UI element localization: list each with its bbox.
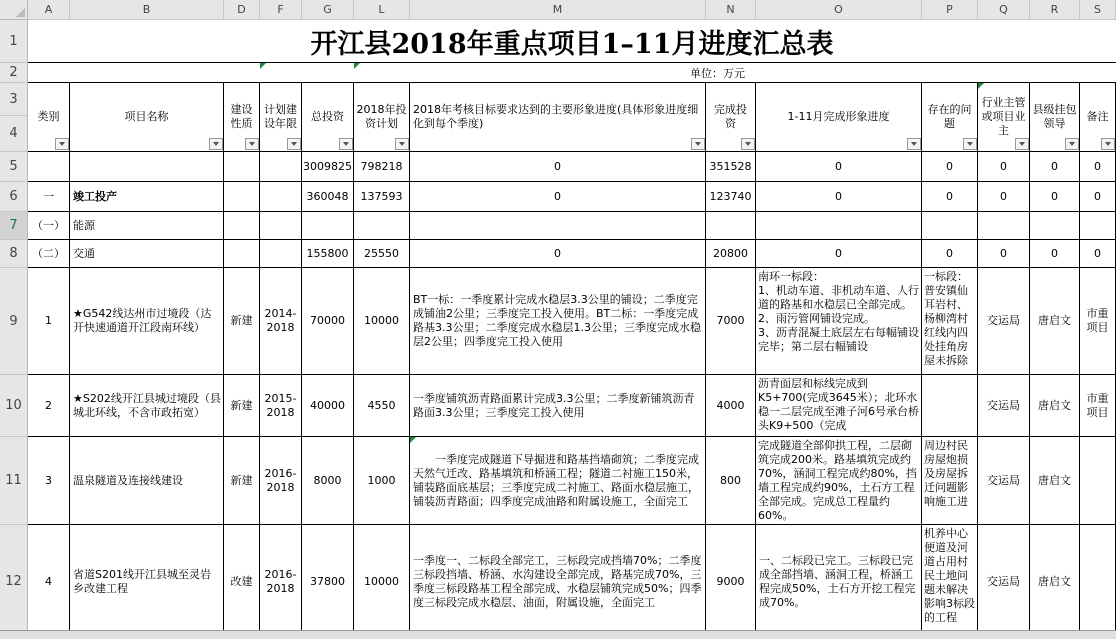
- cell-period[interactable]: [260, 182, 302, 212]
- column-header-b[interactable]: B: [70, 0, 224, 20]
- header-category[interactable]: 类别: [28, 83, 70, 152]
- cell-progress[interactable]: 0: [756, 152, 922, 182]
- cell-category[interactable]: 2: [28, 375, 70, 437]
- cell-target[interactable]: [410, 212, 706, 240]
- cell-note[interactable]: 0: [1080, 152, 1116, 182]
- header-total-investment[interactable]: 总投资: [302, 83, 354, 152]
- comment-marker: [354, 63, 360, 69]
- cell-plan[interactable]: 1000: [354, 437, 410, 525]
- row-header-7[interactable]: 7: [0, 212, 28, 240]
- cell-dept[interactable]: 0: [978, 240, 1030, 268]
- cell-leader[interactable]: 唐启文: [1030, 268, 1080, 375]
- column-header-a[interactable]: A: [28, 0, 70, 20]
- unit-label[interactable]: 单位：万元: [690, 67, 745, 80]
- header-nature[interactable]: 建设性质: [224, 83, 260, 152]
- cell-total[interactable]: 3009825: [302, 152, 354, 182]
- filter-dropdown-issues[interactable]: [963, 138, 977, 150]
- cell-name[interactable]: 交通: [70, 240, 224, 268]
- cell-total[interactable]: 37800: [302, 525, 354, 639]
- cell-leader[interactable]: 0: [1030, 240, 1080, 268]
- cell-done[interactable]: 20800: [706, 240, 756, 268]
- cell-dept[interactable]: 0: [978, 182, 1030, 212]
- cell-total[interactable]: 8000: [302, 437, 354, 525]
- row-header-11[interactable]: 11: [0, 437, 28, 525]
- cell-plan[interactable]: 137593: [354, 182, 410, 212]
- cell-leader[interactable]: 0: [1030, 182, 1080, 212]
- header-leader[interactable]: 县级挂包领导: [1030, 83, 1080, 152]
- column-header-q[interactable]: Q: [978, 0, 1030, 20]
- header-issues[interactable]: 存在的问题: [922, 83, 978, 152]
- cell-issues[interactable]: 一标段：普安镇仙耳岩村、杨柳湾村红线内四处挂角房屋未拆除: [922, 268, 978, 375]
- cell-target[interactable]: 0: [410, 240, 706, 268]
- cell-done[interactable]: 9000: [706, 525, 756, 639]
- cell-nature[interactable]: [224, 212, 260, 240]
- cell-total[interactable]: 70000: [302, 268, 354, 375]
- cell-leader[interactable]: [1030, 212, 1080, 240]
- row-header-3[interactable]: 3: [0, 83, 28, 116]
- cell-target[interactable]: 一季度一、二标段全部完工，三标段完成挡墙70%；二季度三标段挡墙、桥涵、水沟建设全部完成，路基完成70%，三季度三标段路基工程全部完成、水稳层铺筑完成50%；四季度三标段完成水稳层、油面，附属设施，全面完工: [410, 525, 706, 639]
- cell-leader[interactable]: 唐启文: [1030, 525, 1080, 639]
- row-header-2[interactable]: 2: [0, 63, 28, 83]
- row-header-9[interactable]: 9: [0, 268, 28, 375]
- cell-name[interactable]: 省道S201线开江县城至灵岩乡改建工程: [70, 525, 224, 639]
- filter-dropdown-progress[interactable]: [907, 138, 921, 150]
- cell-done[interactable]: 7000: [706, 268, 756, 375]
- cell-nature[interactable]: [224, 182, 260, 212]
- filter-dropdown-category[interactable]: [55, 138, 69, 150]
- cell-note[interactable]: [1080, 437, 1116, 525]
- cell-dept[interactable]: 交运局: [978, 437, 1030, 525]
- cell-name[interactable]: [70, 152, 224, 182]
- cell-note[interactable]: 市重项目: [1080, 375, 1116, 437]
- cell-note[interactable]: 市重项目: [1080, 268, 1116, 375]
- filter-dropdown-total[interactable]: [339, 138, 353, 150]
- cell-plan[interactable]: 25550: [354, 240, 410, 268]
- row-header-5[interactable]: 5: [0, 152, 28, 182]
- cell-progress[interactable]: 南环一标段： 1、机动车道、非机动车道、人行道的路基和水稳层已全部完成。 2、雨污管网铺设完成。 3、沥青混凝土底层左右每幅铺设完毕；第二层右幅铺设: [756, 268, 922, 375]
- header-completed-investment[interactable]: 完成投资: [706, 83, 756, 152]
- header-period[interactable]: 计划建设年限: [260, 83, 302, 152]
- header-plan-2018[interactable]: 2018年投资计划: [354, 83, 410, 152]
- cell-dept[interactable]: 交运局: [978, 375, 1030, 437]
- sheet-title[interactable]: 开江县2018年重点项目1–11月进度汇总表: [28, 20, 1116, 63]
- cell-plan[interactable]: 10000: [354, 525, 410, 639]
- cell-nature[interactable]: 新建: [224, 437, 260, 525]
- cell-total[interactable]: 40000: [302, 375, 354, 437]
- cell-issues[interactable]: 机养中心便道及河道占用村民土地问题未解决影响3标段的工程: [922, 525, 978, 639]
- column-header-d[interactable]: D: [224, 0, 260, 20]
- cell-issues[interactable]: 0: [922, 182, 978, 212]
- cell-category[interactable]: （二）: [28, 240, 70, 268]
- row-header-1[interactable]: 1: [0, 20, 28, 63]
- cell-leader[interactable]: 0: [1030, 152, 1080, 182]
- cell-done[interactable]: 800: [706, 437, 756, 525]
- cell-progress[interactable]: 一、二标段已完工。三标段已完成全部挡墙、涵洞工程，桥涵工程完成50%，土石方开挖工程完成70%。: [756, 525, 922, 639]
- cell-category[interactable]: 3: [28, 437, 70, 525]
- row-header-10[interactable]: 10: [0, 375, 28, 437]
- comment-marker: [260, 63, 266, 69]
- cell-target[interactable]: 一季度完成隧道下导掘进和路基挡墙砌筑；二季度完成天然气迁改、路基填筑和桥涵工程；隧道二衬施工150米，铺装路面底基层；三季度完成二衬施工、路面水稳层施工，铺装沥青路面；四季度完成油路和附属设施工，全面完工: [410, 437, 706, 525]
- cell-period[interactable]: 2016-2018: [260, 437, 302, 525]
- cell-period[interactable]: 2016-2018: [260, 525, 302, 639]
- cell-name[interactable]: 能源: [70, 212, 224, 240]
- header-progress[interactable]: 1-11月完成形象进度: [756, 83, 922, 152]
- cell-issues[interactable]: 0: [922, 152, 978, 182]
- cell-period[interactable]: [260, 212, 302, 240]
- cell-name[interactable]: 竣工投产: [70, 182, 224, 212]
- cell-period[interactable]: 2015-2018: [260, 375, 302, 437]
- cell-note[interactable]: [1080, 525, 1116, 639]
- cell-dept[interactable]: 交运局: [978, 525, 1030, 639]
- filter-dropdown-name[interactable]: [209, 138, 223, 150]
- cell-target[interactable]: BT一标：一季度累计完成水稳层3.3公里的铺设；二季度完成铺油2公里；三季度完工投入使用。BT二标：一季度完成路基3.3公里；二季度完成水稳层1.3公里；三季度完成水稳层2公里；四季度完工投入使用: [410, 268, 706, 375]
- cell-leader[interactable]: 唐启文: [1030, 437, 1080, 525]
- cell-plan[interactable]: [354, 212, 410, 240]
- cell-target[interactable]: 0: [410, 152, 706, 182]
- column-header-f[interactable]: F: [260, 0, 302, 20]
- cell-dept[interactable]: [978, 212, 1030, 240]
- row-header-6[interactable]: 6: [0, 182, 28, 212]
- filter-dropdown-leader[interactable]: [1065, 138, 1079, 150]
- select-all-corner[interactable]: [0, 0, 28, 20]
- cell-nature[interactable]: 新建: [224, 268, 260, 375]
- cell-name[interactable]: ★S202线开江县城过境段（县城北环线，不含市政拓宽）: [70, 375, 224, 437]
- cell-dept[interactable]: 交运局: [978, 268, 1030, 375]
- cell-period[interactable]: 2014-2018: [260, 268, 302, 375]
- cell-category[interactable]: 1: [28, 268, 70, 375]
- cell-nature[interactable]: 新建: [224, 375, 260, 437]
- row-header-4[interactable]: 4: [0, 116, 28, 152]
- cell-period[interactable]: [260, 152, 302, 182]
- cell-done[interactable]: 351528: [706, 152, 756, 182]
- cell-name[interactable]: ★G542线达州市过境段（达开快速通道开江段南环线）: [70, 268, 224, 375]
- cell-note[interactable]: 0: [1080, 240, 1116, 268]
- cell-issues[interactable]: 0: [922, 240, 978, 268]
- row-header-12[interactable]: 12: [0, 525, 28, 639]
- comment-marker: [978, 83, 984, 89]
- column-header-n[interactable]: N: [706, 0, 756, 20]
- cell-issues[interactable]: [922, 212, 978, 240]
- column-header-p[interactable]: P: [922, 0, 978, 20]
- header-target[interactable]: 2018年考核目标要求达到的主要形象进度(具体形象进度细化到每个季度): [410, 83, 706, 152]
- filter-dropdown-nature[interactable]: [245, 138, 259, 150]
- cell-nature[interactable]: 改建: [224, 525, 260, 639]
- column-header-r[interactable]: R: [1030, 0, 1080, 20]
- cell-issues[interactable]: 周边村民房屋炮损及房屋拆迁问题影响施工进: [922, 437, 978, 525]
- cell-nature[interactable]: [224, 152, 260, 182]
- filter-dropdown-target[interactable]: [691, 138, 705, 150]
- cell-done[interactable]: 4000: [706, 375, 756, 437]
- column-header-l[interactable]: L: [354, 0, 410, 20]
- cell-target[interactable]: 0: [410, 182, 706, 212]
- cell-plan[interactable]: 4550: [354, 375, 410, 437]
- cell-done[interactable]: [706, 212, 756, 240]
- cell-plan[interactable]: 10000: [354, 268, 410, 375]
- cell-note[interactable]: [1080, 212, 1116, 240]
- header-note[interactable]: 备注: [1080, 83, 1116, 152]
- cell-name[interactable]: 温泉隧道及连接线建设: [70, 437, 224, 525]
- column-header-m[interactable]: M: [410, 0, 706, 20]
- row-header-8[interactable]: 8: [0, 240, 28, 268]
- cell-total[interactable]: [302, 212, 354, 240]
- cell-leader[interactable]: 唐启文: [1030, 375, 1080, 437]
- cell-nature[interactable]: [224, 240, 260, 268]
- filter-dropdown-done[interactable]: [741, 138, 755, 150]
- cell-period[interactable]: [260, 240, 302, 268]
- cell-done[interactable]: 123740: [706, 182, 756, 212]
- cell-note[interactable]: 0: [1080, 182, 1116, 212]
- filter-dropdown-note[interactable]: [1101, 138, 1115, 150]
- comment-marker: [410, 437, 416, 443]
- sheet-tab-bar[interactable]: [0, 630, 1116, 639]
- column-header-o[interactable]: O: [756, 0, 922, 20]
- cell-progress[interactable]: 0: [756, 240, 922, 268]
- column-header-s[interactable]: S: [1080, 0, 1116, 20]
- cell-total[interactable]: 155800: [302, 240, 354, 268]
- header-project-name[interactable]: 项目名称: [70, 83, 224, 152]
- cell-category[interactable]: [28, 152, 70, 182]
- cell-category[interactable]: 4: [28, 525, 70, 639]
- cell-progress[interactable]: 0: [756, 182, 922, 212]
- cell-plan[interactable]: 798218: [354, 152, 410, 182]
- cell-progress[interactable]: [756, 212, 922, 240]
- cell-progress[interactable]: 完成隧道全部仰拱工程，二层砌筑完成200米。路基填筑完成约70%，涵洞工程完成约80%，挡墙工程完成约90%，土石方工程全部完成。完成总工程量约60%。: [756, 437, 922, 525]
- filter-dropdown-dept[interactable]: [1015, 138, 1029, 150]
- cell-category[interactable]: （一）: [28, 212, 70, 240]
- cell-total[interactable]: 360048: [302, 182, 354, 212]
- filter-dropdown-plan[interactable]: [395, 138, 409, 150]
- cell-issues[interactable]: [922, 375, 978, 437]
- cell-category[interactable]: 一: [28, 182, 70, 212]
- cell-dept[interactable]: 0: [978, 152, 1030, 182]
- header-department[interactable]: 行业主管或项目业主: [978, 83, 1030, 152]
- column-header-g[interactable]: G: [302, 0, 354, 20]
- cell-progress[interactable]: 沥青面层和标线完成到K5+700(完成3645米）；北环水稳一二层完成至滩子河6号承台桥头K9+500（完成: [756, 375, 922, 437]
- filter-dropdown-period[interactable]: [287, 138, 301, 150]
- cell-target[interactable]: 一季度铺筑沥青路面累计完成3.3公里；二季度新铺筑沥青路面3.3公里；三季度完工投入使用: [410, 375, 706, 437]
